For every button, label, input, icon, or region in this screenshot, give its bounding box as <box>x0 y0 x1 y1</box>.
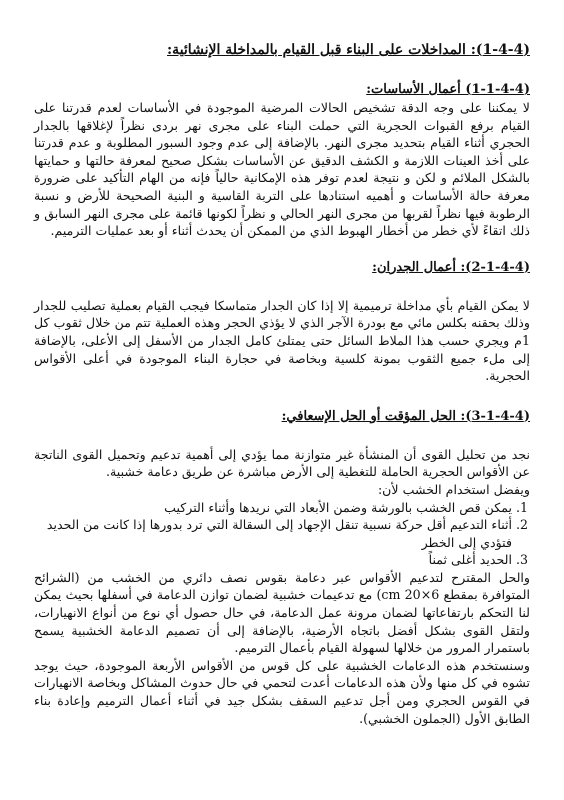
subsection-heading-foundations: (1-1-4-4) أعمال الأساسات: <box>366 82 530 97</box>
section-temporary-solution <box>34 409 530 728</box>
list-item: 1. يمكن قص الخشب بالورشة وضمن الأبعاد التي نريدها وأثناء التركيب <box>34 499 512 517</box>
section-foundations <box>34 82 530 240</box>
list-item: 3. الحديد أغلى ثمناً <box>34 551 512 569</box>
paragraph-foundations: لا يمكننا على وجه الدقة تشخيص الحالات المرضية الموجودة في الأساسات لعدم قدرتنا على القيام برفع القبوات الحجرية التي حملت البناء على مجرى نهر بردى نظراً لإغلاقها بالجدار الحجري أثناء القيام بتحديد مجرى النهر. بالإضافة إلى عدم وجود السبور المطلوبة و عدم قدرتنا على أخذ العينات اللازمة و الكشف الدقيق عن الأساسات بشكل صحيح لمعرفة حالتها و حمايتها بالشكل الملائم و لكن و نتيجة لعدم توفر هذه الإمكانية حالياً فإنه من الهام التأكيد على ضرورة معرفة حالة الأساسات و أهميه استنادها على التربة القاسية و البنية الصحيحة للأرض و نسبة الرطوبة فيها نظراً لقربها من مجرى النهر الحالي و نظراً لكونها قائمة على مجرى النهر السابق و ذلك اتقاءً لأي خطر من أخطار الهبوط الذي من الممكن أن يحدث أثناء أو بعد عمليات الترميم. <box>34 100 530 239</box>
paragraph-lead: ويفضل استخدام الخشب لأن: <box>377 481 530 497</box>
section-title: (1-4-4): المداخلات على البناء قبل القيام بالمداخلة الإنشائية: <box>167 42 530 58</box>
paragraph-proposed-solution: والحل المقترح لتدعيم الأقواس عبر دعامة بقوس نصف دائري من الخشب من (الشرائح المتوافرة بمقطع 6×20 cm) مع تدعيمات خشبية لضمان توازن الدعامة في أسفلها بحيث يمكن لنا التحكم بارتفاعاتها لضمان مرونة عمل الدعامة، في حال حصول أي نوع من أنواع الانهيارات، ولتقل القوى بشكل أفضل باتجاه الأرضية، بالإضافة إلى أن تصميم الدعامة الخشبية يسمح باستمرار المرور من خلالها لسهولة القيام بأعمال الترميم. <box>34 569 530 656</box>
paragraph-usage: وسنستخدم هذه الدعامات الخشبية على كل قوس من الأقواس الأربعة الموجودة، حيث يوجد تشوه في كل منها ولأن هذه الدعامات أعدت لتحمي في حال حدوث المشاكل وبخاصة الانهيارات في القوس الحجري ومن أجل تدعيم السقف بشكل جيد في أثناء أعمال الترميم وإعادة بناء الطابق الأول (الجملون الخشبي). <box>34 657 530 726</box>
subsection-heading-walls: (2-1-4-4): أعمال الجدران: <box>372 259 530 275</box>
section-walls <box>34 260 530 385</box>
paragraph-walls: لا يمكن القيام بأي مداخلة ترميمية إلا إذا كان الجدار متماسكا فيجب القيام بعملية تصليب للجدار وذلك بحقنه بكلس مائي مع بودرة الآجر الذي لا يؤذي الحجر وهذه العملية تتم من خلال ثقوب كل 1م ويجري حسب هذا الملاط السائل حتى يمتلئ كامل الجدار من الأسفل إلى الأعلى، بالإضافة إلى ملء جميع الثقوب بمونة كلسية وبخاصة في حجارة البناء الموجودة في أعلى الأقواس الحجرية. <box>34 297 530 384</box>
reasons-list <box>34 499 530 569</box>
list-item: 2. أثناء التدعيم أقل حركة نسبية تنقل الإجهاد إلى السقالة التي ترد بدورها إذا كانت من الحديد فتؤدي إلى الخطر <box>34 516 512 551</box>
subsection-heading-temporary: (3-1-4-4): الحل المؤقت أو الحل الإسعافي: <box>281 408 530 424</box>
paragraph-intro: نجد من تحليل القوى أن المنشأة غير متوازنة مما يؤدي إلى أهمية تدعيم وتحميل القوى الناتجة عن الأقواس الحجرية الحاملة للتغطية إلى الأرض مباشرة عن طريق دعامة خشبية. <box>34 446 530 480</box>
